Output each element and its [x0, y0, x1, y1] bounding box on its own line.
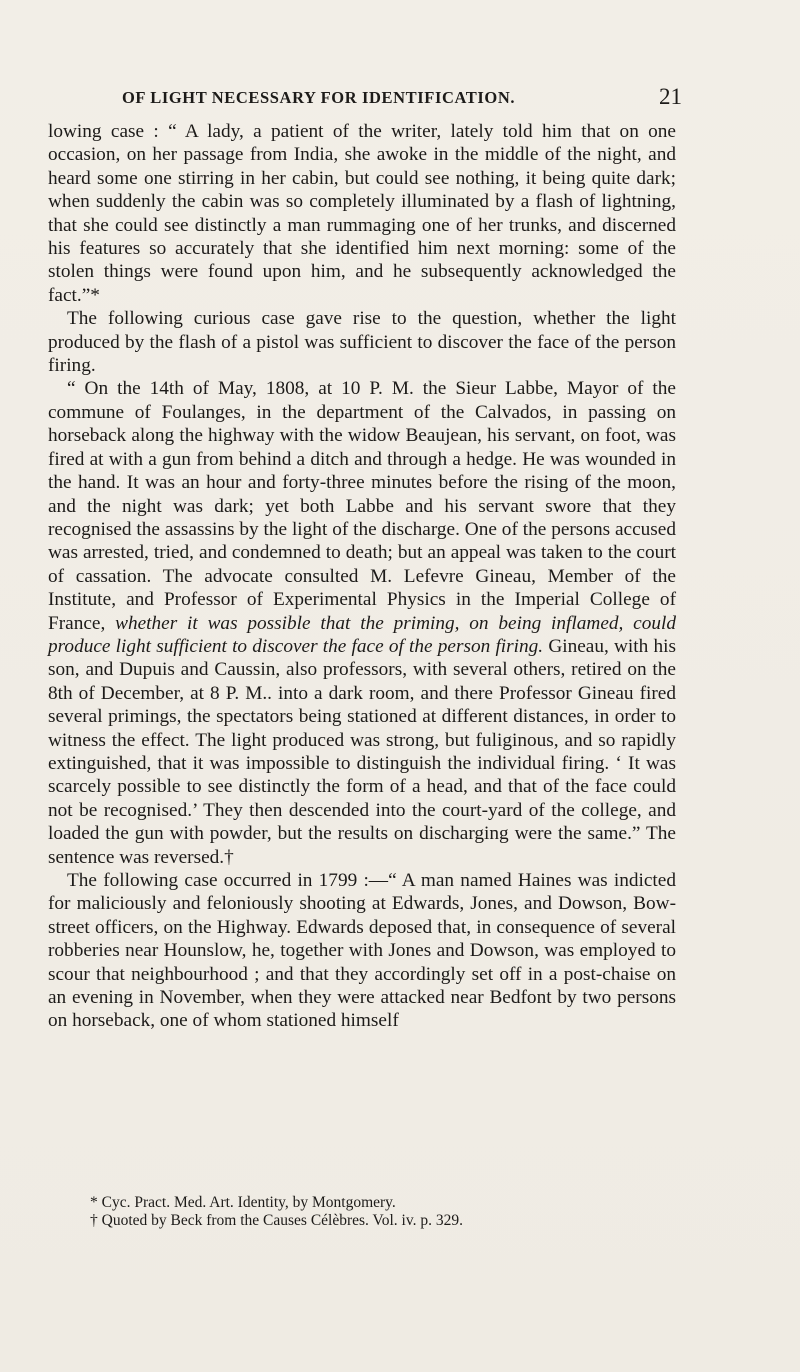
page-header [122, 84, 682, 110]
labbe-case-italic-question: whether it was possible that the priming, on being inflamed, could produce light sufficient to discover the face of the person firing. [48, 612, 676, 657]
body-text [48, 120, 676, 1033]
paragraph-haines-case: The following case occurred in 1799 :—“ A man named Haines was indicted for maliciously and feloniously shooting at Edwards, Jones, and Dowson, Bow-street officers, on the Highway. Edwards deposed that, in consequence of several robberies near Hounslow, he, together with Jones and Dowson, was employed to scour that neighbourhood ; and that they accordingly set off in a post-chaise on an evening in November, when they were attacked near Bedfont by two persons on horseback, one of whom stationed himself [48, 870, 676, 1032]
labbe-case-text-a: “ On the 14th of May, 1808, at 10 P. M. the Sieur Labbe, Mayor of the commune of Foulanges, in the department of the Calvados, in passing on horseback along the highway with the widow Beaujean, his servant, on foot, was fired at with a gun from behind a ditch and through a hedge. He was wounded in the hand. It was an hour and forty-three minutes before the rising of the moon, and the night was dark; yet both Labbe and his servant swore that they recognised the assassins by the light of the discharge. One of the persons accused was arrested, tried, and condemned to death; but an appeal was taken to the court of cassation. The advocate consulted M. Lefevre Gineau, Member of the Institute, and Professor of Experimental Physics in the Imperial College of France, [48, 378, 676, 634]
paragraph-labbe-case [48, 377, 676, 869]
running-title: OF LIGHT NECESSARY FOR IDENTIFICATION. [122, 88, 516, 107]
labbe-case-text-b: Gineau, with his son, and Dupuis and Caussin, also professors, with several others, retired on the 8th of December, at 8 P. M.. into a dark room, and there Professor Gineau fired several primings, the spectators being stationed at different distances, in order to witness the effect. The light produced was strong, but fuliginous, and so rapidly extinguished, that it was impossible to distinguish the individual firing. ‘ It was scarcely possible to see distinctly the form of a head, and that of the face could not be recognised.’ They then descended into the court-yard of the college, and loaded the gun with powder, but the results on discharging were the same.” The sentence was reversed.† [48, 635, 676, 868]
paragraph-lady-case: lowing case : “ A lady, a patient of the writer, lately told him that on one occasion, on her passage from India, she awoke in the middle of the night, and heard some one stirring in her cabin, but could see nothing, it being quite dark; when suddenly the cabin was so completely illuminated by a flash of lightning, that she could see distinctly a man rummaging one of her trunks, and discerned his features so accurately that she identified him next morning: some of the stolen things were found upon him, and he subsequently acknowledged the fact.”* [48, 121, 676, 306]
footnotes [90, 1194, 650, 1230]
footnote-beck: † Quoted by Beck from the Causes Célèbres. Vol. iv. p. 329. [90, 1212, 463, 1229]
footnote-montgomery: * Cyc. Pract. Med. Art. Identity, by Montgomery. [90, 1194, 396, 1211]
paragraph-pistol-question: The following curious case gave rise to the question, whether the light produced by the flash of a pistol was sufficient to discover the face of the person firing. [48, 308, 676, 377]
page-number: 21 [659, 84, 682, 109]
